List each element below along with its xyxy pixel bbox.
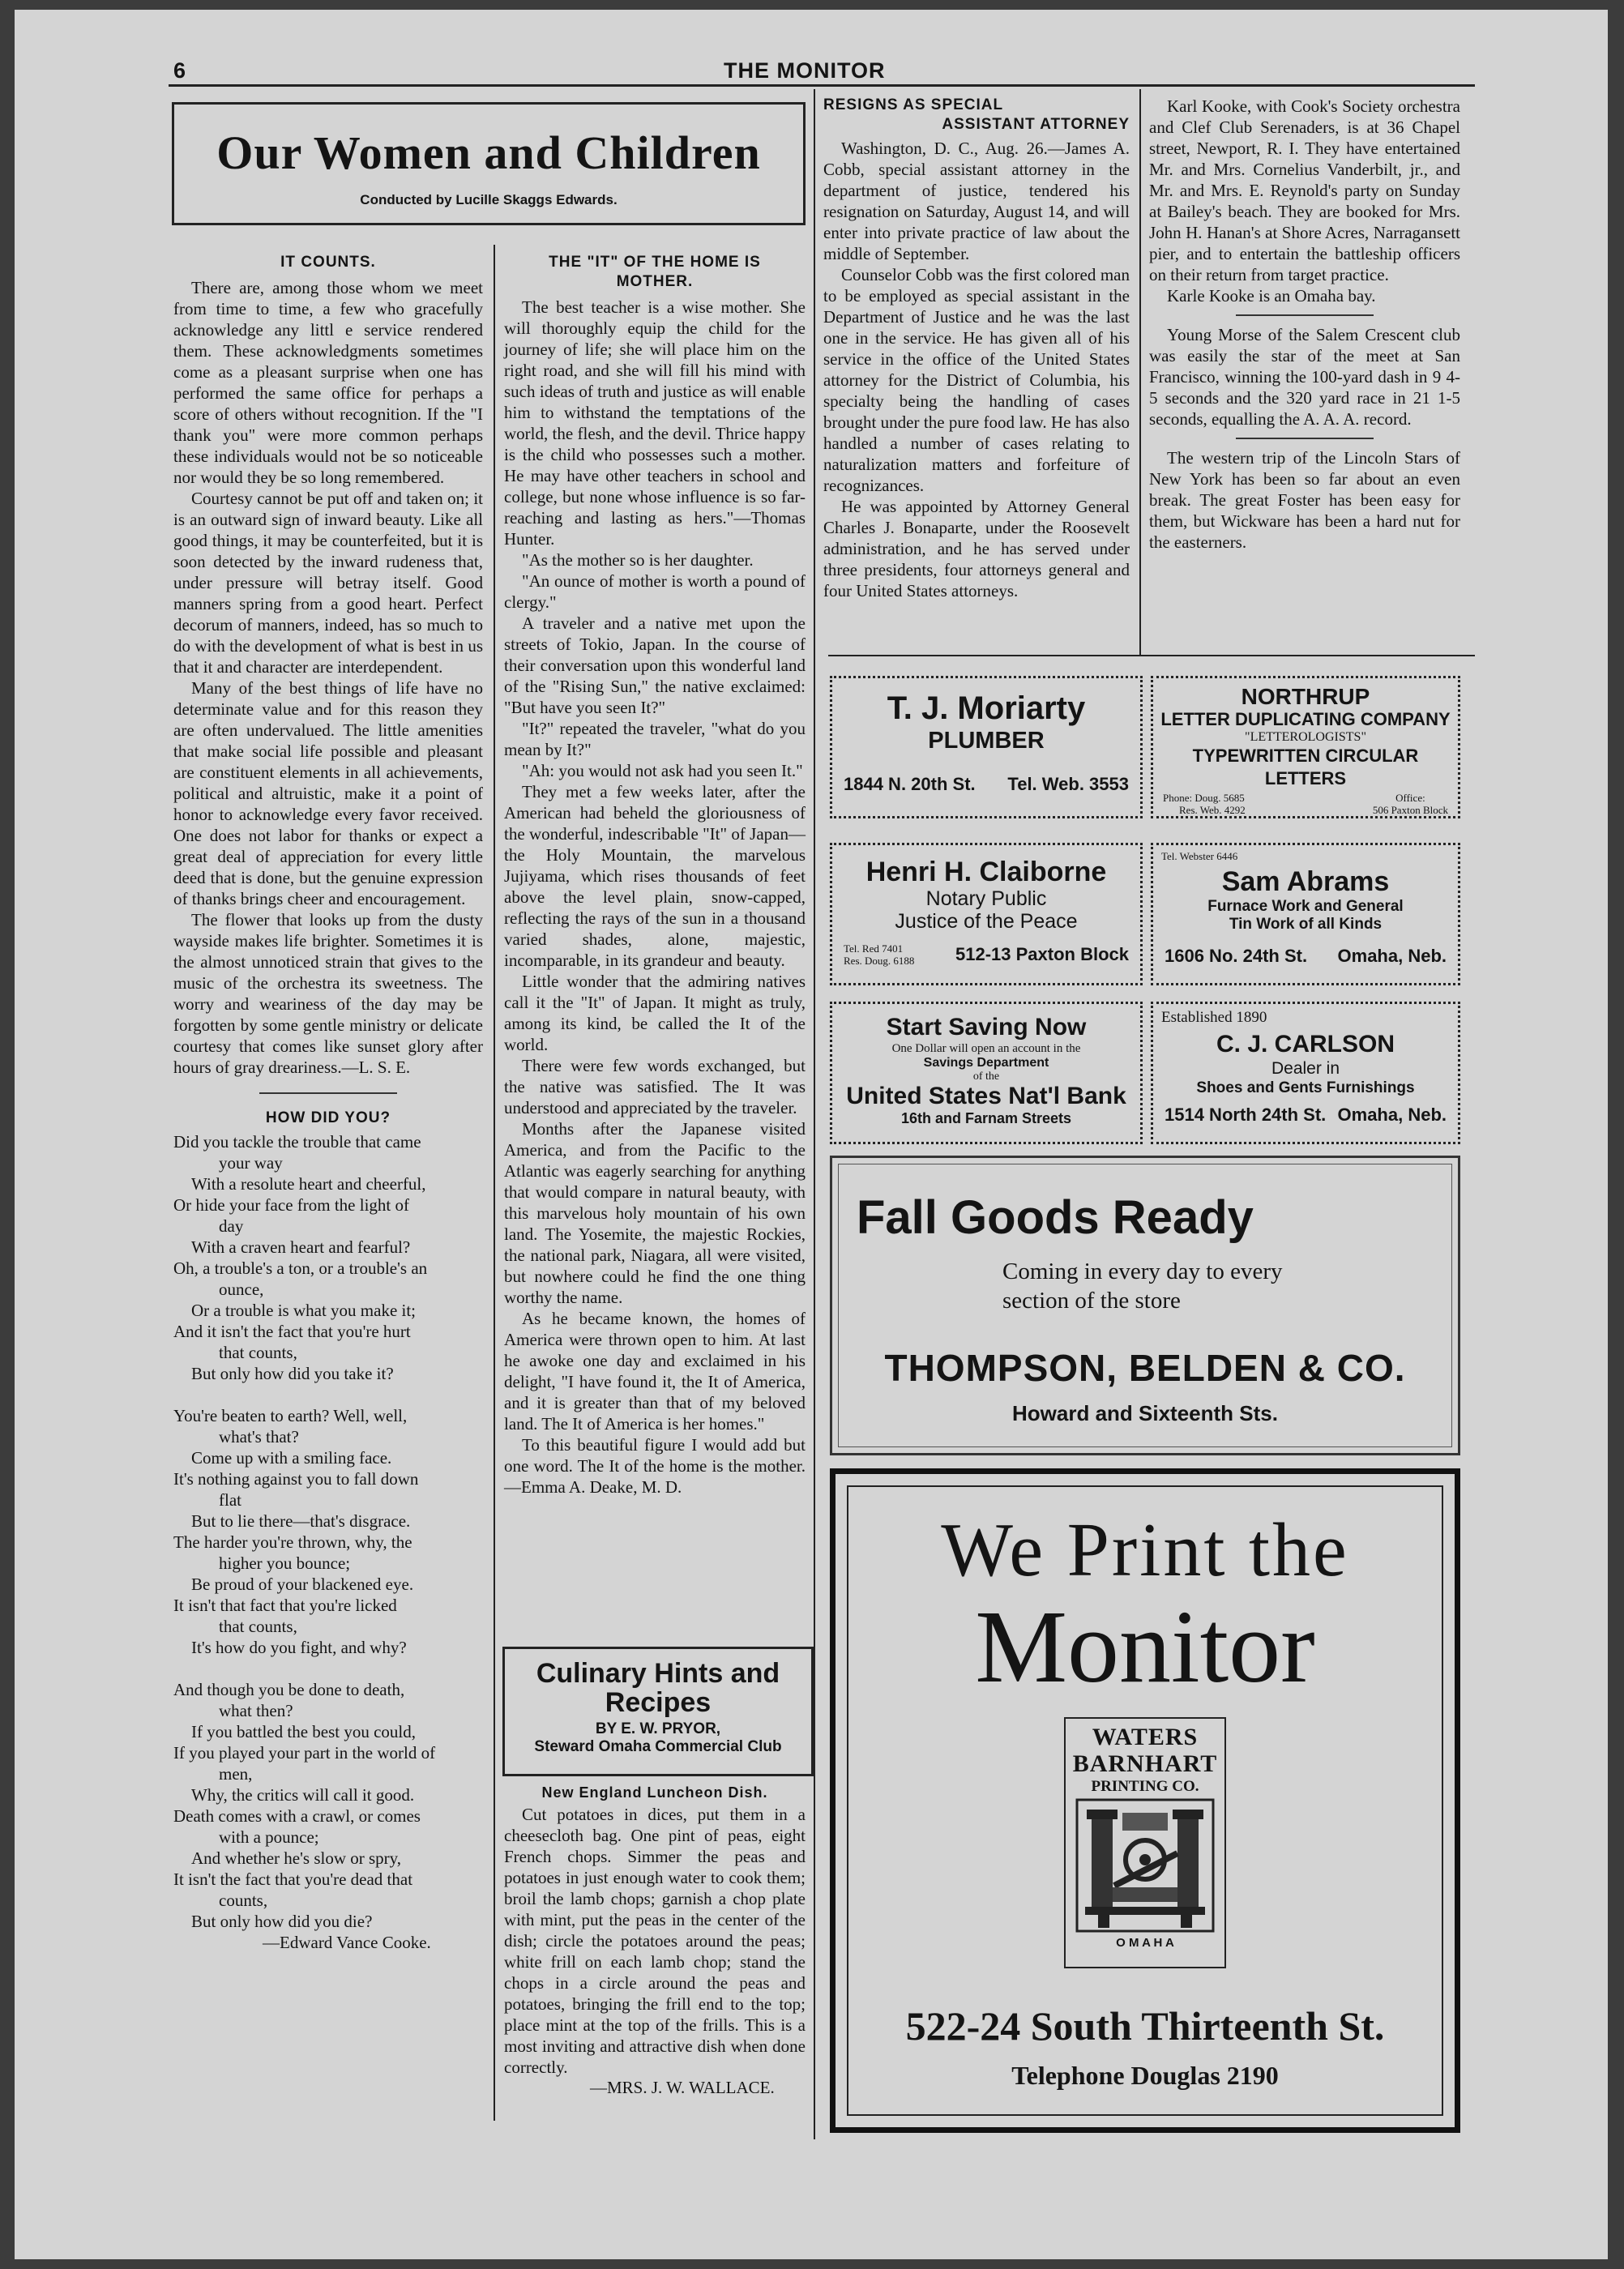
column-3 — [823, 96, 1130, 601]
ad-phone: Res. Doug. 6188 — [844, 955, 915, 967]
poem-line: Or a trouble is what you make it; — [191, 1301, 417, 1320]
ad-address: 512-13 Paxton Block — [955, 944, 1129, 964]
poem-line: Be proud of your blackened eye. — [191, 1575, 414, 1594]
culinary-title: Culinary Hints and Recipes — [536, 1658, 780, 1718]
poem-line: But only how did you take it? — [191, 1364, 394, 1383]
poem-line: Why, the critics will call it good. — [191, 1785, 415, 1805]
poem-line: Did you tackle the trouble that came — [173, 1132, 421, 1152]
ad-line: Coming in every day to every — [1002, 1258, 1283, 1284]
recipe-signature: —MRS. J. W. WALLACE. — [590, 2078, 775, 2097]
article-paragraph: A traveler and a native met upon the streets of Tokio, Japan. In the course of their conversation upon this wonderful land of the "Rising Sun," the native exclaimed: "But have you seen It?" — [504, 613, 806, 717]
section-title-box — [172, 102, 806, 225]
article-paragraph: "It?" repeated the traveler, "what do you mean by It?" — [504, 719, 806, 759]
article-paragraph: There are, among those whom we meet from time to time, a few who gracefully acknowledge any littl e service rendered them. These acknowledgments sometimes come as a pleasant surprise when one has performed the same office for perhaps a score of others without recognition. If the "I thank you" were more common perhaps these individuals would not be so noticeable nor would they be so long remembered. — [173, 278, 483, 487]
ad-footer — [844, 942, 1129, 967]
ad-headline: Start Saving Now — [886, 1014, 1087, 1040]
newspaper-page — [15, 10, 1608, 2259]
ad-line: Notary Public — [925, 887, 1047, 910]
it-counts-article — [173, 277, 483, 1078]
ads-top-rule — [828, 655, 1475, 656]
ad-northrup — [1151, 676, 1460, 818]
poem-line: It's how do you fight, and why? — [191, 1638, 407, 1657]
logo-line: PRINTING CO. — [1091, 1778, 1199, 1795]
printer-paper-name: Monitor — [975, 1589, 1315, 1704]
page-number: 6 — [173, 58, 186, 83]
poem-line: It's nothing against you to fall down — [173, 1469, 419, 1489]
article-paragraph: He was appointed by Attorney General Charles J. Bonaparte, under the Roosevelt administration, and he has served under three presidents, four attorneys general and four United States attorneys. — [823, 497, 1130, 600]
poem-line: ounce, — [219, 1280, 264, 1299]
poem-line: And it isn't the fact that you're hurt — [173, 1322, 411, 1341]
ad-name: THOMPSON, BELDEN & CO. — [884, 1347, 1406, 1389]
poem-line: men, — [219, 1764, 253, 1784]
printer-address: 522-24 South Thirteenth St. — [905, 2003, 1385, 2049]
ad-phone: Tel. Red 7401 — [844, 942, 904, 955]
ad-name: Sam Abrams — [1221, 866, 1390, 897]
poem-line: It isn't the fact that you're dead that — [173, 1869, 413, 1889]
it-counts-headline: IT COUNTS. — [280, 254, 376, 271]
ad-address: 1606 No. 24th St. — [1165, 946, 1308, 966]
ad-thompson — [830, 1156, 1460, 1455]
article-paragraph: "Ah: you would not ask had you seen It." — [522, 761, 803, 780]
article-paragraph: To this beautiful figure I would add but one word. The It of the home is the mother.—Emma A. Deake, M. D. — [504, 1435, 806, 1497]
headline-line: RESIGNS AS SPECIAL — [823, 96, 1004, 113]
article-divider — [1236, 314, 1374, 316]
column-2 — [504, 253, 806, 1498]
poem-line: And though you be done to death, — [173, 1680, 405, 1699]
poem-line: And whether he's slow or spry, — [191, 1848, 402, 1868]
poem-line: Come up with a smiling face. — [191, 1448, 392, 1468]
printing-press-icon — [1074, 1797, 1216, 1934]
it-of-home-article — [504, 297, 806, 1498]
article-paragraph: "As the mother so is her daughter. — [522, 550, 754, 570]
article-paragraph: Karl Kooke, with Cook's Society orchestra and Clef Club Serenaders, is at 36 Chapel street, Newport, R. I. They have entertained Mr. and Mrs. Cornelius Vanderbilt, jr., and Mr. and Mrs. E. Reynold's party on Sunday at Bailey's beach. They are booked for Mrs. John H. Hanan's at Shore Acres, Narragansett pier, and to entertain the battleship officers on their return from target practice. — [1149, 96, 1460, 284]
recipe-title: New England Luncheon Dish. — [541, 1784, 768, 1801]
culinary-byline-2: Steward Omaha Commercial Club — [534, 1738, 782, 1755]
poem-line: your way — [219, 1153, 283, 1173]
poem-line: flat — [219, 1490, 241, 1510]
ad-name: Henri H. Claiborne — [865, 857, 1107, 887]
resigns-headline — [823, 96, 1130, 135]
headline-line: ASSISTANT ATTORNEY — [942, 116, 1130, 133]
poem-line: counts, — [219, 1891, 268, 1910]
ad-line: One Dollar will open an account in the — [891, 1042, 1081, 1055]
ad-abrams — [1151, 843, 1460, 985]
article-paragraph: Months after the Japanese visited America, and from the Pacific to the Atlantic was eagerly searching for anything that would compare in natural beauty, with this marvelous holy mountain of his own land. The Yosemite, the majestic Rockies, the national park, Niagara, all were visited, but nowhere could he find the one thing worthy the name. — [504, 1119, 806, 1307]
how-did-you-poem — [173, 1131, 483, 1953]
headline-line: THE "IT" OF THE HOME IS — [549, 254, 761, 271]
article-paragraph: They met a few weeks later, after the American had beheld the gloriousness of the wonderful, indescribable "It" of Japan—the Holy Mountain, the marvelous Jujiyama, which rises thousands of feet above the level plain, snow-capped, reflecting the rays of the sun in a thousand varied shades, alone, majestic, incomparable, in its grandeur and beauty. — [504, 782, 806, 970]
notes-article-a — [1149, 96, 1460, 306]
ad-phones — [1163, 792, 1246, 816]
ad-line: TYPEWRITTEN CIRCULAR LETTERS — [1192, 746, 1419, 788]
article-paragraph: Courtesy cannot be put off and taken on; it is an outward sign of inward beauty. Like all good things, it may be counterfeited, but it is soon detected by the inward rudeness that, under pressure will betray itself. Good manners spring from a good heart. Perfect decorum of manners, indeed, has so much to do with the development of what is best in us that it and character are interdependent. — [173, 489, 483, 677]
article-paragraph: Young Morse of the Salem Crescent club was easily the star of the meet at San Francisco, winning the 100-yard dash in 9 4-5 seconds and the 320 yard race in 21 1-5 seconds, equalling the A. A. A. record. — [1149, 325, 1460, 429]
notes-article-c — [1149, 447, 1460, 553]
poem-line: day — [219, 1216, 244, 1236]
column-1 — [173, 253, 483, 1953]
poem-line: The harder you're thrown, why, the — [173, 1532, 412, 1552]
poem-line: It isn't that fact that you're licked — [173, 1596, 397, 1615]
ad-established: Established 1890 — [1161, 1009, 1267, 1026]
ad-phone: Tel. Web. 3553 — [1007, 774, 1129, 794]
ad-line: Shoes and Gents Furnishings — [1196, 1079, 1415, 1096]
ad-bank — [830, 1002, 1143, 1144]
ad-office-label: Office: — [1395, 792, 1425, 804]
poem-line: You're beaten to earth? Well, well, — [173, 1406, 408, 1425]
culinary-box — [502, 1647, 814, 1776]
poem-line: with a pounce; — [219, 1827, 319, 1847]
poem-signature: —Edward Vance Cooke. — [263, 1933, 431, 1952]
printer-phone: Telephone Douglas 2190 — [1011, 2061, 1279, 2090]
poem-line: But to lie there—that's disgrace. — [191, 1511, 411, 1531]
ad-line: of the — [972, 1070, 1000, 1083]
poem-line: With a resolute heart and cheerful, — [191, 1174, 426, 1194]
ad-carlson — [1151, 1002, 1460, 1144]
poem-line: higher you bounce; — [219, 1553, 351, 1573]
logo-line: BARNHART — [1072, 1750, 1218, 1777]
ad-footer — [844, 774, 1129, 795]
ad-footer — [1165, 946, 1447, 967]
ad-trade: PLUMBER — [928, 728, 1045, 754]
ad-address: 16th and Farnam Streets — [900, 1110, 1072, 1126]
logo-line: WATERS — [1092, 1724, 1199, 1750]
ad-printer — [830, 1468, 1460, 2133]
ad-name: T. J. Moriarty — [887, 690, 1086, 726]
notes-article-b — [1149, 324, 1460, 429]
ad-office-address: 506 Paxton Block — [1372, 804, 1448, 816]
article-paragraph: There were few words exchanged, but the native was satisfied. The It was understood and appreciated by the traveler. — [504, 1056, 806, 1117]
ad-line: "LETTEROLOGISTS" — [1245, 730, 1366, 744]
poem-line: Oh, a trouble's a ton, or a trouble's an — [173, 1258, 428, 1278]
ad-phone: Phone: Doug. 5685 — [1163, 792, 1245, 804]
ad-headline: Fall Goods Ready — [857, 1191, 1254, 1244]
logo-city: O M A H A — [1116, 1936, 1174, 1950]
paper-name: THE MONITOR — [724, 58, 886, 83]
ad-address: 1514 North 24th St. — [1165, 1105, 1327, 1125]
ad-line: Furnace Work and General — [1207, 898, 1404, 915]
ad-footer — [1165, 1105, 1447, 1126]
poem-line: that counts, — [219, 1343, 297, 1362]
printer-logo — [1064, 1717, 1226, 1968]
article-divider — [1236, 438, 1374, 439]
poem-line: If you played your part in the world of — [173, 1743, 436, 1763]
article-paragraph: Washington, D. C., Aug. 26.—James A. Cobb, special assistant attorney in the department of justice, tendered his resignation on Saturday, August 14, and will enter into private practice of law about the middle of September. — [823, 139, 1130, 263]
recipe-body — [504, 1804, 806, 2078]
article-paragraph: Many of the best things of life have no determinate value and for this reason they are often undervalued. The little amenities that make social life possible and pleasant are constituent elements in all achievements, political and altruistic, make it a point of honor to acknowledge every favor received. One does not labor for thanks or expect a great deal of appreciation for every little deed that is done, but the genuine expression of thanks brings cheer and encouragement. — [173, 678, 483, 908]
printer-headline: We Print the — [941, 1508, 1349, 1592]
ad-city: Omaha, Neb. — [1337, 1105, 1447, 1125]
poem-line: But only how did you die? — [191, 1912, 373, 1931]
ad-line: Justice of the Peace — [895, 910, 1078, 933]
headline-line: MOTHER. — [616, 273, 694, 290]
ad-line: Savings Department — [923, 1056, 1049, 1070]
culinary-byline: BY E. W. PRYOR, — [595, 1720, 721, 1737]
ad-phone: Tel. Webster 6446 — [1161, 850, 1238, 862]
ad-address: 1844 N. 20th St. — [844, 774, 976, 794]
article-divider — [259, 1092, 397, 1094]
ad-line: Tin Work of all Kinds — [1229, 916, 1383, 933]
poem-line: Or hide your face from the light of — [173, 1195, 409, 1215]
article-paragraph: As he became known, the homes of America were thrown open to him. At last he awoke one day and exclaimed in his delight, "I have found it, the It of America, and it is greater than that of my beloved land. The It of America is her homes." — [504, 1309, 806, 1434]
ad-moriarty — [830, 676, 1143, 818]
column-rule-2 — [814, 89, 815, 2139]
masthead-rule — [169, 84, 1475, 87]
poem-line: what's that? — [219, 1427, 299, 1446]
poem-line: If you battled the best you could, — [191, 1722, 417, 1741]
ad-line: section of the store — [1002, 1288, 1181, 1314]
column-rule-3 — [1139, 89, 1141, 656]
how-did-you-headline: HOW DID YOU? — [265, 1109, 391, 1126]
poem-line: what then? — [219, 1701, 293, 1720]
ad-phone: Res. Web. 4292 — [1179, 804, 1246, 816]
ad-contacts — [1153, 790, 1458, 816]
article-paragraph: The western trip of the Lincoln Stars of New York has been so far about an even break. The great Foster has been easy for them, but Wickware has been a hard nut for the easterners. — [1149, 448, 1460, 552]
article-paragraph: Little wonder that the admiring natives call it the "It" of Japan. It might as truly, among its kind, be called the It of the world. — [504, 972, 806, 1054]
poem-line: that counts, — [219, 1617, 297, 1636]
ad-address: Howard and Sixteenth Sts. — [1012, 1401, 1278, 1425]
article-paragraph: "An ounce of mother is worth a pound of clergy." — [504, 571, 806, 612]
ad-office — [1373, 792, 1448, 816]
article-paragraph: The best teacher is a wise mother. She will thoroughly equip the child for the journey of life; she will place him on the right road, and she will fill his mind with such ideas of truth and justice as will enable him to withstand the temptations of the world, the flesh, and the devil. Thrice happy is the child who possesses such a mother. He may have other teachers in school and college, but none whose influence is so far-reaching and lasting as hers."—Thomas Hunter. — [504, 297, 806, 549]
section-title: Our Women and Children — [216, 126, 761, 179]
ad-claiborne — [830, 843, 1143, 985]
ad-tels — [844, 942, 914, 967]
ad-name: NORTHRUP — [1241, 684, 1370, 709]
article-paragraph: Counselor Cobb was the first colored man to be employed as special assistant in the Department of Justice and he was the last one in the service. He has given all of his service in the office of the United States attorney for the District of Columbia, his specialty being the handling of cases brought under the pure food law. He has also handled a number of cases relating to naturalization matters and forfeiture of recognizances. — [823, 265, 1130, 495]
resigns-article — [823, 138, 1130, 601]
ad-name: C. J. CARLSON — [1216, 1031, 1395, 1058]
column-4 — [1149, 96, 1460, 553]
ad-bank-name: United States Nat'l Bank — [846, 1083, 1126, 1109]
article-paragraph: The flower that looks up from the dusty wayside makes life brighter. Sometimes it is the almost unnoticed strain that gives to the music of the orchestra its sweetness. The worry and weariness of the day may be forgotten by some gentle ministry or delicate courtesy that comes like sunset glory after hours of gray dreariness.—L. S. E. — [173, 910, 483, 1077]
culinary-recipe — [504, 1783, 806, 2098]
section-byline: Conducted by Lucille Skaggs Edwards. — [360, 192, 618, 207]
ad-line: LETTER DUPLICATING COMPANY — [1160, 709, 1451, 729]
recipe-paragraph: Cut potatoes in dices, put them in a cheesecloth bag. One pint of peas, eight French chops. Simmer the peas and potatoes in just enough water to cook them; broil the lamb chops; garnish a chop plate with mint, put the peas in the center of the dish; circle the potatoes around the peas; white frill on each lamb chop; stand the chops in a circle around the peas and potatoes, bringing the frill end to the top; place mint at the top of the frills. This is a most inviting and attractive dish when done correctly. — [504, 1805, 806, 2077]
column-rule-1 — [494, 245, 495, 2121]
ad-city: Omaha, Neb. — [1337, 946, 1447, 966]
article-paragraph: Karle Kooke is an Omaha bay. — [1167, 286, 1376, 306]
poem-line: Death comes with a crawl, or comes — [173, 1806, 421, 1826]
poem-line: With a craven heart and fearful? — [191, 1237, 411, 1257]
ad-line: Dealer in — [1271, 1059, 1340, 1078]
it-of-home-headline — [504, 253, 806, 292]
